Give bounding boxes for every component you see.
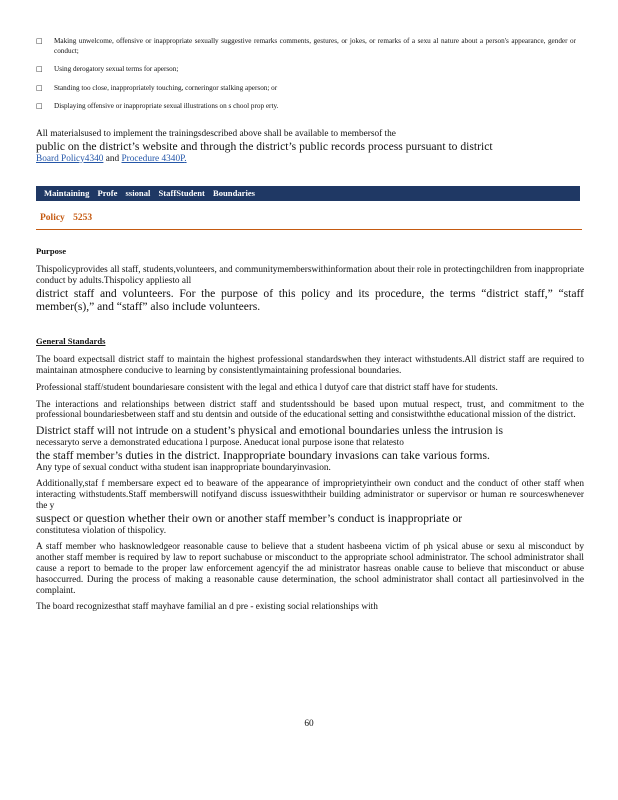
purpose-heading: Purpose (36, 246, 67, 256)
list-item-text: Using derogatory sexual terms for aperson; (54, 65, 179, 73)
procedure-link[interactable]: Procedure 4340P (121, 153, 185, 164)
checkbox-bullet-icon: □ (36, 102, 43, 110)
list-item (36, 102, 576, 112)
general-paragraph-5-large: suspect or question whether their own or another staff member’s conduct is inappropriate or (36, 511, 463, 525)
general-paragraph-4-large-2: the staff member’s duties in the district. Inappropriate boundary invasions can take various forms. (36, 448, 490, 462)
policy-links (36, 154, 582, 165)
general-paragraph-6: A staff member who hasknowledgeor reasonable cause to believe that a student hasbeena victim of ph ysical abuse or sexu al misconduct by another staff member is required by law to report suchabuse or misconduct to the appropriate school administrator. The school administrator shall cause a report to bemade to the proper law enforcement agencyif the ad ministrator hasreas onable cause to believe that misconduct or abuse hasoccurred. During the process of making a reasonable cause determination, the school administrator shall contact all partiesinvolved in the complaint. (36, 542, 584, 596)
policy-number: Policy 5253 (40, 213, 93, 223)
intro-line-1: All materialsused to implement the trainingsdescribed above shall be available to membersof the (36, 129, 396, 139)
general-paragraph-4-small-2: Any type of sexual conduct witha student isan inappropriate boundaryinvasion. (36, 462, 331, 473)
general-paragraph-3: The interactions and relationships between district staff and studentsshould be based upon mutual respect, trust, and commitment to the professional boundariesbetween staff and stu dentsin and outside of the educational setting and consistwiththe educational mission of the district. (36, 399, 584, 421)
checkbox-bullet-icon: □ (36, 83, 43, 92)
general-standards-heading: General Standards (36, 336, 106, 347)
general-paragraph-5-small-2: constitutesa violation of thispolicy. (36, 525, 167, 536)
purpose-text-small: Thispolicyprovides all staff, students,volunteers, and communitymemberswithinformation about their role in protectingchildren from inappropriate conduct by adults.Thispolicy appliesto all (36, 265, 584, 286)
bullet-list (36, 37, 576, 121)
page-number: 60 (304, 719, 314, 729)
list-item (36, 65, 576, 75)
general-paragraph-4-large: District staff will not intrude on a student’s physical and emotional boundaries unless the intrusion is (36, 424, 504, 438)
list-item-text: Standing too close, inappropriately touching, corneringor stalking aperson; or (54, 83, 278, 92)
checkbox-bullet-icon: □ (36, 37, 43, 45)
list-item (36, 37, 576, 56)
checkbox-bullet-icon: □ (36, 65, 43, 73)
section-banner: Maintaining Profe ssional StaffStudent Boundaries (36, 186, 580, 201)
divider-rule (36, 229, 582, 230)
list-item (36, 84, 576, 94)
board-policy-link[interactable]: Board Policy4340 (36, 153, 104, 164)
intro-line-2: public on the district’s website and through the district’s public records process pursuant to district (36, 139, 493, 153)
general-paragraph-2: Professional staff/student boundariesare consistent with the legal and ethica l dutyof care that district staff have for students. (36, 382, 498, 393)
purpose-text-large: district staff and volunteers. For the purpose of this policy and its procedure, the terms “district staff,” “staff member(s),” and “staff” also include volunteers. (36, 286, 584, 314)
general-paragraph-4 (36, 424, 584, 473)
purpose-paragraph (36, 265, 584, 314)
list-item-text: Making unwelcome, offensive or inappropriate sexually suggestive remarks comments, gestures, or jokes, or remarks of a sexu al nature about a person's appearance, gender or conduct; (54, 37, 576, 55)
and-text: and (105, 153, 120, 164)
link-period: . (184, 153, 187, 164)
general-paragraph-5 (36, 479, 584, 536)
intro-paragraph (36, 129, 582, 165)
policy-body (36, 246, 584, 619)
list-item-text: Displaying offensive or inappropriate sexual illustrations on s chool prop erty. (54, 102, 279, 110)
general-paragraph-7: The board recognizesthat staff mayhave familial an d pre - existing social relationships with (36, 602, 378, 613)
general-paragraph-1: The board expectsall district staff to maintain the highest professional standardswhen they interact withstudents.All district staff are required to maintainan atmosphere conducive to learning by consistentlymaintaining professional boundaries. (36, 355, 584, 376)
general-paragraph-5-small: Additionally,staf f membersare expect ed to beaware of the appearance of improprietyintheir own conduct and the conduct of other staff when interacting withstudents.Staff memberswill notifyand discuss issueswiththeir building administrator or supervisor or human re sourceswhenever the y (36, 479, 584, 511)
general-paragraph-4-small: necessaryto serve a demonstrated educationa l purpose. Aneducat ional purpose isone that relatesto (36, 437, 404, 448)
